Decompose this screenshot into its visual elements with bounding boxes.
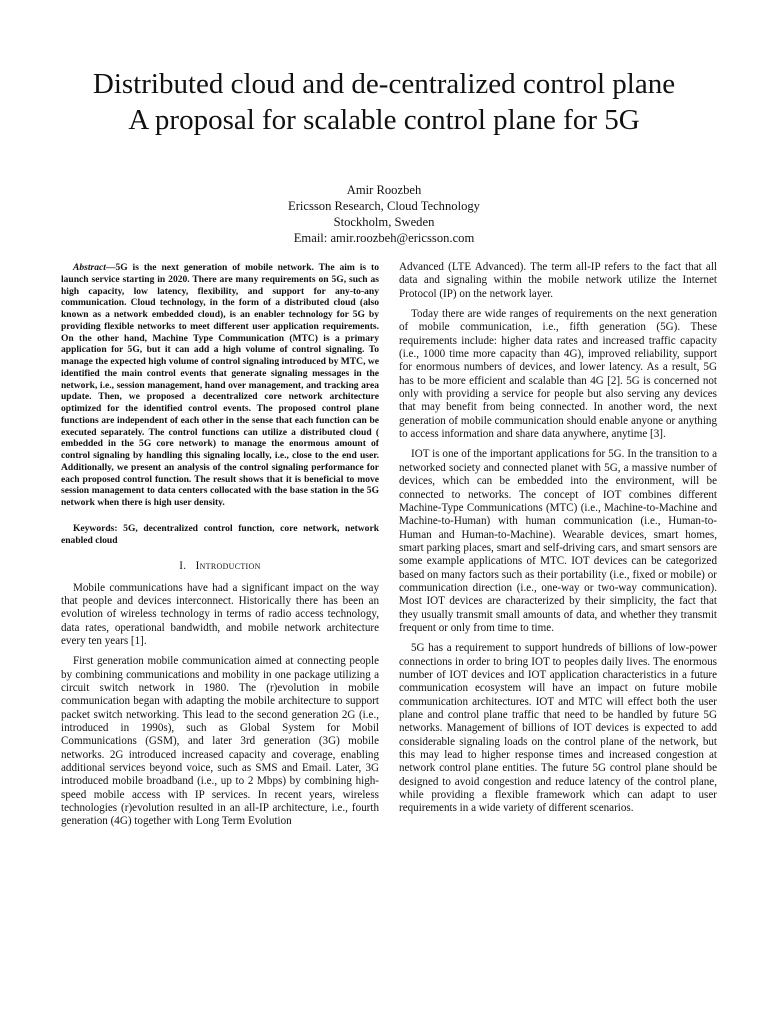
abstract <box>61 262 379 509</box>
intro-paragraph-2-continued: Advanced (LTE Advanced). The term all-IP refers to the fact that all data and signaling within the mobile network utilize the Internet Protocol (IP) on the network layer. <box>399 261 717 300</box>
author-location: Stockholm, Sweden <box>333 215 435 229</box>
intro-paragraph-4: IOT is one of the important applications for 5G. In the transition to a networked society and connected planet with 5G, a massive number of devices, which can be embedded into the environment, will be connected to networks. The concept of IOT combines different Machine-Type Communications (MTC) (i.e., Machine-to-Machine and Machine-to-Human) with human communication (i.e., Human-to-Human and Human-to-Machine). Wearable devices, smart homes, smart parking places, smart and self-driving cars, and smart sensors are some example applications of MTC. IOT devices can be categorized based on many factors such as their portability (i.e., fixed or mobile) or communication direction (i.e., one-way or two-way communication). Most IOT devices are characterized by their simplicity, the fact that they usually transmit small amounts of data, and whether they transmit frequent or only from time to time. <box>399 448 717 634</box>
title-line-2: A proposal for scalable control plane for 5G <box>128 104 640 136</box>
section-number: I. <box>179 560 187 573</box>
intro-paragraph-2: First generation mobile communication aimed at connecting people by combining communications and mobility in one package utilizing a circuit switch network in 1980. The (r)evolution in mobile communication began with adapting the mobile architecture to support packet switch networking. This lead to the second generation 2G (i.e., introduced in 1990s), such as Global System for Mobil Communications (GSM), and later 3rd generation (3G) mobile networks. 2G introduced increased capacity and coverage, enabling additional services beyond voice, such as SMS and Email. Later, 3G introduced mobile broadband (i.e., up to 2 Mbps) by combining high-speed mobile access with IP services. In recent years, wireless technologies (r)evolution resulted in an all-IP architecture, i.e., fourth generation (4G) together with Long Term Evolution <box>61 655 379 828</box>
section-heading <box>61 560 379 573</box>
section-title: Introduction <box>195 560 261 573</box>
abstract-text: 5G is the next generation of mobile network. The aim is to launch service starting in 2020. There are many requirements on 5G, such as high capacity, low latency, flexibility, and support for any-to-any communication. Cloud technology, in the form of a distributed cloud (also known as a network embedded cloud), is an enabler technology for 5G by providing flexible networks to meet different user application requirements. On the other hand, Machine Type Communication (MTC) is a primary application for 5G, but it can add a high volume of control signaling. To manage the expected high volume of control signaling introduced by MTC, we identified the main control events that generate signaling messages in the network, i.e., session management, hand over management, and tracking area update. Then, we proposed a decentralized core network architecture optimized for the identified control events. The proposed control plane functions are independent of each other in the sense that each function can be executed separately. The control functions can utilize a distributed cloud ( embedded in the 5G core network) to manage the enormous amount of control signaling by handling this signaling locally, i.e., close to the end user. Additionally, we present an analysis of the control signaling performance for each proposed control function. The result shows that it is beneficial to move session management to data centers collocated with the base station in the 5G network when there is high user density. <box>61 262 379 508</box>
author-block <box>40 182 728 246</box>
right-column <box>399 261 717 823</box>
keywords: Keywords: 5G, decentralized control function, core network, network enabled cloud <box>61 522 379 546</box>
title-line-1: Distributed cloud and de-centralized control plane <box>92 68 676 100</box>
author-email: Email: amir.roozbeh@ericsson.com <box>293 231 475 245</box>
abstract-dash: — <box>105 262 116 273</box>
intro-paragraph-5: 5G has a requirement to support hundreds of billions of low-power connections in order to bring IOT to peoples daily lives. The enormous number of IOT devices and IOT application characteristics in a future communication ecosystem will have an impact on future mobile communication architectures. IOT and MTC will effect both the user plane and control plane traffic that need to be handled by future 5G networks. Management of billions of IOT devices is expected to add considerable signaling loads on the control plane of the network, but this may lead to higher response times and increased congestion at network control plane entities. The future 5G control plane should be designed to avoid congestion and reduce latency of the control plane, while providing a flexible framework which can adapt to user requirements in a wide variety of different scenarios. <box>399 642 717 815</box>
left-column <box>61 262 379 836</box>
intro-paragraph-1: Mobile communications have had a significant impact on the way that people and devices interconnect. Historically there has been an evolution of wireless technology in terms of radio access technology, data rates, operational bandwidth, and mobile network architecture every ten years [1]. <box>61 581 379 647</box>
intro-paragraph-3: Today there are wide ranges of requirements on the next generation of mobile communication, i.e., fifth generation (5G). These requirements include: higher data rates and increased traffic capacity (i.e., 1000 time more capacity than 4G), improved reliability, support for enormous numbers of devices, and lower latency. As a result, 5G has to be more efficient and scalable than 4G [2]. 5G is concerned not only with providing a service for people but also serving any devices that may benefit from being connected. In another word, the next generation of mobile communication should enable anyone or anything to access information and share data anywhere, anytime [3]. <box>399 308 717 441</box>
author-affiliation: Ericsson Research, Cloud Technology <box>288 199 480 213</box>
paper-title <box>40 66 728 138</box>
abstract-label: Abstract <box>73 262 106 273</box>
author-name: Amir Roozbeh <box>346 183 422 197</box>
